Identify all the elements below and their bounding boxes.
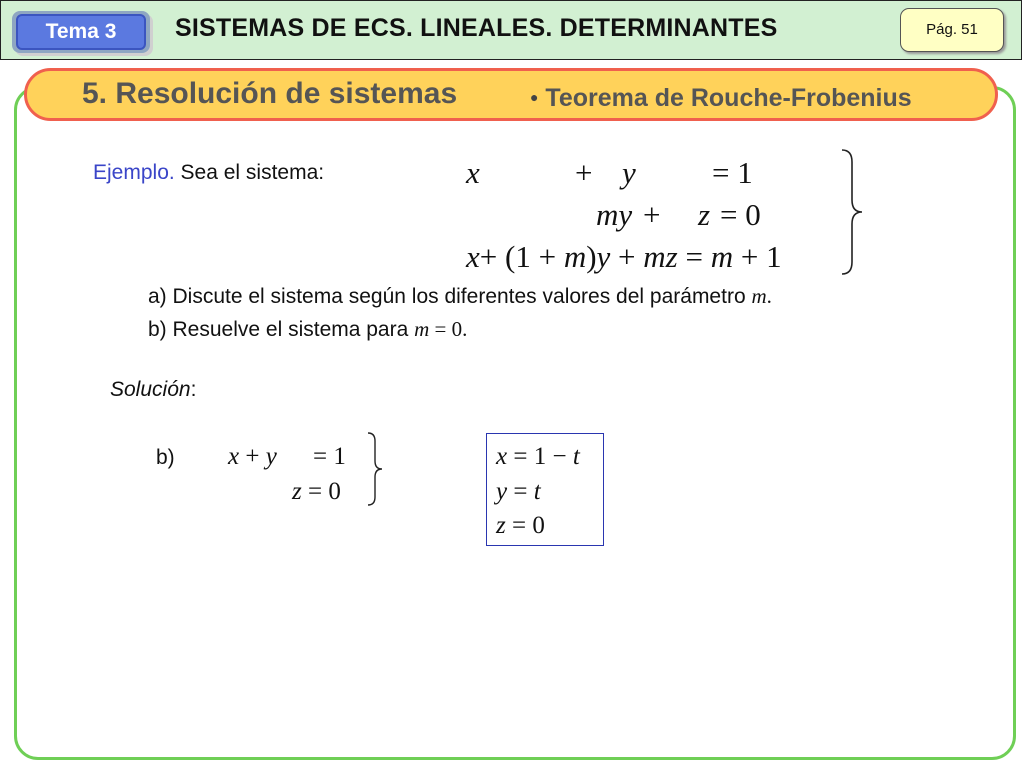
solution-label: Solución:	[110, 378, 197, 401]
example-row3: x+ (1 + m)y + mz = m + 1	[466, 239, 782, 274]
example-row1-plus: +	[575, 155, 593, 190]
example-row2-my: my	[596, 197, 633, 232]
solution-row1-rhs: = 1	[313, 443, 346, 470]
example-row2-plus: +	[643, 197, 661, 232]
solution-brace	[366, 432, 386, 506]
page-number-box: Pág. 51	[900, 8, 1004, 52]
section-subtitle	[530, 84, 912, 113]
tema-badge: Tema 3	[16, 14, 146, 50]
example-intro-text: Sea el sistema:	[174, 161, 325, 184]
solution-row1: x + y	[228, 443, 277, 470]
example-row1-y: y	[622, 155, 636, 190]
example-row1-x: x	[466, 155, 480, 190]
result-row2: y = t	[496, 478, 541, 505]
header-title: SISTEMAS DE ECS. LINEALES. DETERMINANTES	[175, 14, 778, 42]
solution-part-label: b)	[156, 446, 175, 469]
solution-row2: z = 0	[292, 478, 341, 505]
example-row2-rhs: = 0	[720, 197, 761, 232]
example-row1-rhs: = 1	[712, 155, 753, 190]
item-a: a) Discute el sistema según los diferentes valores del parámetro m.	[148, 284, 772, 308]
section-subtitle-text: Teorema de Rouche-Frobenius	[545, 84, 912, 112]
section-title: 5. Resolución de sistemas	[82, 77, 458, 110]
example-brace	[838, 148, 868, 276]
example-intro	[93, 161, 324, 185]
example-row2-z: z	[698, 197, 711, 232]
item-b: b) Resuelve el sistema para m = 0.	[148, 317, 468, 341]
result-row1: x = 1 − t	[496, 443, 580, 470]
bullet-icon: ●	[530, 89, 539, 105]
example-label: Ejemplo.	[93, 161, 175, 184]
result-row3: z = 0	[496, 512, 545, 539]
